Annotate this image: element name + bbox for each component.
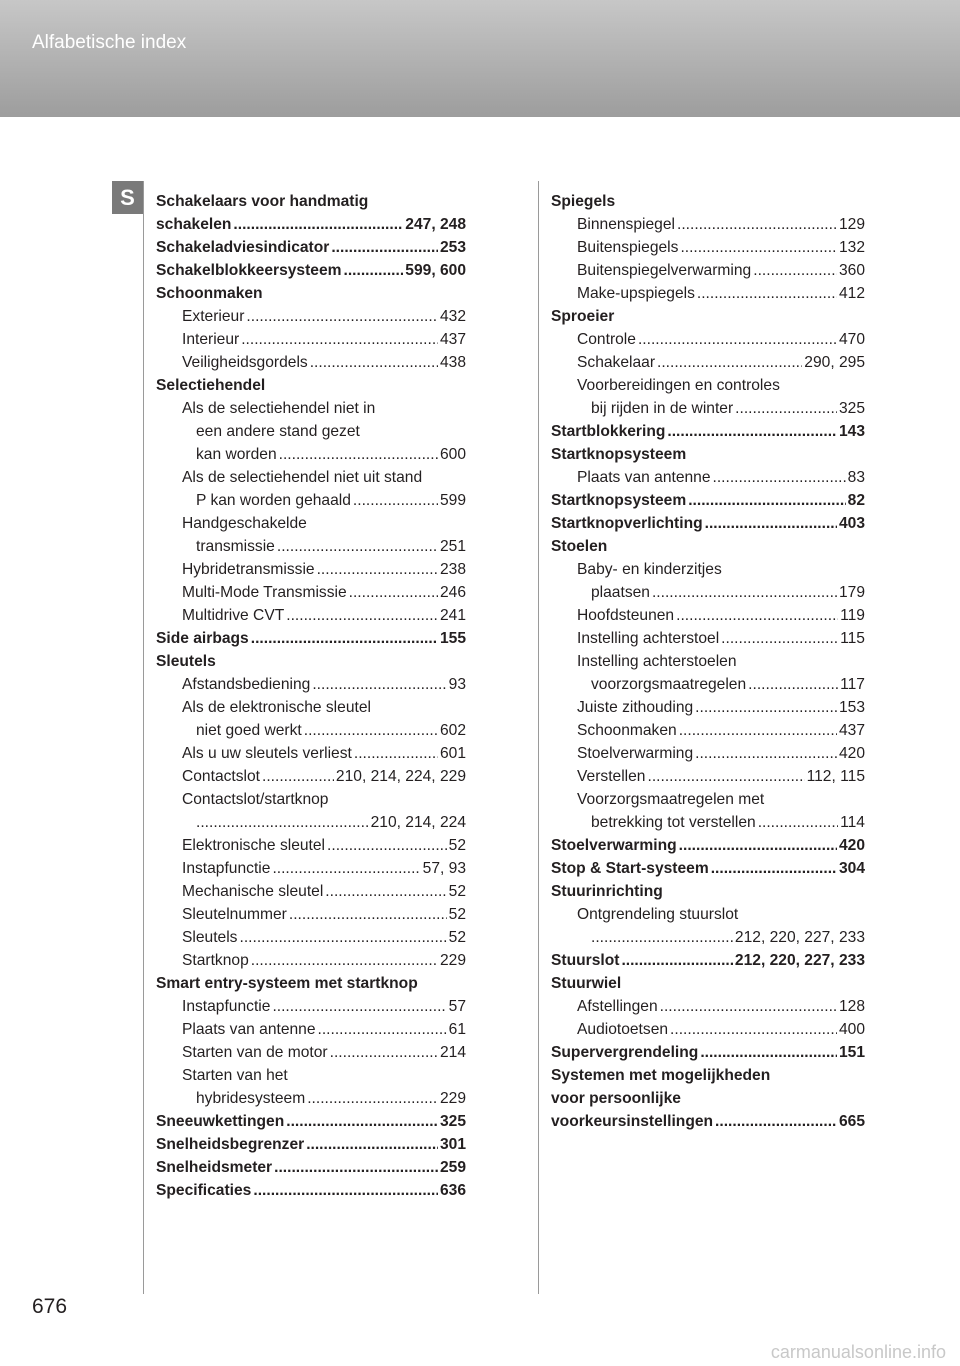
entry-text: Instelling achterstoelen bbox=[577, 653, 737, 670]
page-reference: 325 bbox=[838, 400, 865, 417]
index-subentry bbox=[156, 397, 466, 466]
index-entry bbox=[551, 880, 865, 903]
page-reference: 52 bbox=[448, 906, 466, 923]
entry-text: Als de selectiehendel niet in bbox=[182, 400, 376, 417]
entry-text: Hoofdsteunen bbox=[577, 607, 675, 624]
page-reference: 325 bbox=[439, 1113, 466, 1130]
page-reference: 229 bbox=[439, 1090, 466, 1107]
index-subentry bbox=[551, 627, 865, 650]
entry-text: Mechanische sleutel bbox=[182, 883, 324, 900]
index-subentry bbox=[551, 282, 865, 305]
leader-dots bbox=[735, 397, 837, 420]
entry-text: Stop & Start-systeem bbox=[551, 860, 709, 877]
entry-text: Verstellen bbox=[577, 768, 646, 785]
index-subentry bbox=[156, 696, 466, 742]
leader-dots bbox=[638, 328, 837, 351]
page-reference: 259 bbox=[439, 1159, 466, 1176]
leader-dots bbox=[272, 995, 446, 1018]
index-subentry bbox=[551, 765, 865, 788]
page-reference: 128 bbox=[838, 998, 865, 1015]
index-subentry bbox=[156, 1064, 466, 1110]
page-reference: 602 bbox=[439, 722, 466, 739]
leader-dots bbox=[312, 673, 446, 696]
leader-dots bbox=[677, 213, 837, 236]
entry-text: kan worden bbox=[196, 446, 277, 463]
leader-dots bbox=[695, 742, 837, 765]
entry-text: Interieur bbox=[182, 331, 240, 348]
index-subentry bbox=[156, 995, 466, 1018]
index-column-left bbox=[156, 190, 466, 1202]
index-entry bbox=[551, 305, 865, 328]
leader-dots bbox=[306, 1133, 438, 1156]
entry-text: Side airbags bbox=[156, 630, 249, 647]
leader-dots bbox=[253, 1179, 438, 1202]
page-reference: 212, 220, 227, 233 bbox=[734, 952, 865, 969]
page-reference: 155 bbox=[439, 630, 466, 647]
leader-dots bbox=[196, 811, 369, 834]
leader-dots bbox=[318, 1018, 447, 1041]
index-entry bbox=[156, 650, 466, 673]
entry-text: Snelheidsmeter bbox=[156, 1159, 273, 1176]
index-entry bbox=[156, 190, 466, 236]
entry-text: Sleutelnummer bbox=[182, 906, 287, 923]
entry-text: Als de elektronische sleutel bbox=[182, 699, 371, 716]
leader-dots bbox=[251, 949, 438, 972]
index-entry bbox=[156, 282, 466, 305]
index-entry bbox=[156, 627, 466, 650]
index-subentry bbox=[551, 236, 865, 259]
entry-text: Contactslot/startknop bbox=[182, 791, 329, 808]
leader-dots bbox=[591, 926, 733, 949]
entry-text: Schakelblokkeersysteem bbox=[156, 262, 342, 279]
entry-text: Smart entry-systeem met startknop bbox=[156, 975, 418, 992]
index-entry bbox=[156, 1133, 466, 1156]
page-reference: 229 bbox=[439, 952, 466, 969]
entry-text: Schoonmaken bbox=[156, 285, 263, 302]
page-number: 676 bbox=[32, 1295, 68, 1318]
leader-dots bbox=[330, 1041, 438, 1064]
leader-dots bbox=[279, 443, 438, 466]
index-subentry bbox=[551, 719, 865, 742]
page-reference: 601 bbox=[439, 745, 466, 762]
page-reference: 214 bbox=[439, 1044, 466, 1061]
page-reference: 57 bbox=[448, 998, 466, 1015]
entry-text: Sproeier bbox=[551, 308, 615, 325]
entry-text: Selectiehendel bbox=[156, 377, 266, 394]
entry-text: Elektronische sleutel bbox=[182, 837, 326, 854]
page-reference: 151 bbox=[838, 1044, 865, 1061]
index-subentry bbox=[156, 949, 466, 972]
leader-dots bbox=[233, 213, 403, 236]
index-entry bbox=[551, 512, 865, 535]
page-reference: 420 bbox=[838, 745, 865, 762]
page-reference: 400 bbox=[838, 1021, 865, 1038]
page-reference: 143 bbox=[838, 423, 865, 440]
entry-text: Startknopsysteem bbox=[551, 446, 687, 463]
leader-dots bbox=[753, 259, 837, 282]
index-subentry bbox=[551, 466, 865, 489]
index-entry bbox=[551, 420, 865, 443]
leader-dots bbox=[289, 903, 447, 926]
page-reference: 153 bbox=[838, 699, 865, 716]
leader-dots bbox=[670, 1018, 837, 1041]
page-reference: 301 bbox=[439, 1136, 466, 1153]
leader-dots bbox=[713, 466, 846, 489]
index-subentry bbox=[156, 834, 466, 857]
index-subentry bbox=[156, 926, 466, 949]
section-title: Alfabetische index bbox=[32, 32, 187, 53]
index-entry bbox=[551, 857, 865, 880]
page-reference: 82 bbox=[847, 492, 865, 509]
leader-dots bbox=[688, 489, 845, 512]
entry-text: Systemen met mogelijkheden bbox=[551, 1067, 771, 1084]
index-subentry bbox=[551, 558, 865, 604]
page-reference: 93 bbox=[448, 676, 466, 693]
index-letter-tab: S bbox=[112, 181, 143, 214]
page-reference: 253 bbox=[439, 239, 466, 256]
entry-text: Stoelverwarming bbox=[577, 745, 694, 762]
page-reference: 599, 600 bbox=[405, 262, 466, 279]
index-subentry bbox=[156, 673, 466, 696]
entry-text: hybridesysteem bbox=[196, 1090, 306, 1107]
index-subentry bbox=[156, 765, 466, 788]
entry-text: voor persoonlijke bbox=[551, 1090, 681, 1107]
leader-dots bbox=[652, 581, 837, 604]
entry-text: Schakeladviesindicator bbox=[156, 239, 330, 256]
leader-dots bbox=[353, 489, 438, 512]
page-reference: 117 bbox=[840, 676, 865, 693]
entry-text: Controle bbox=[577, 331, 636, 348]
entry-text: Startknopverlichting bbox=[551, 515, 703, 532]
page-reference: 420 bbox=[838, 837, 865, 854]
leader-dots bbox=[304, 719, 438, 742]
page-reference: 290, 295 bbox=[804, 354, 865, 371]
index-subentry bbox=[156, 1041, 466, 1064]
index-entry bbox=[156, 1156, 466, 1179]
leader-dots bbox=[277, 535, 438, 558]
leader-dots bbox=[286, 1110, 438, 1133]
watermark: carmanualsonline.info bbox=[770, 1342, 946, 1362]
page-reference: 251 bbox=[439, 538, 466, 555]
entry-text: Specificaties bbox=[156, 1182, 252, 1199]
entry-text: Stoelen bbox=[551, 538, 608, 555]
index-subentry bbox=[551, 374, 865, 420]
entry-text: Hybridetransmissie bbox=[182, 561, 315, 578]
entry-text: Als u uw sleutels verliest bbox=[182, 745, 352, 762]
leader-dots bbox=[349, 581, 438, 604]
index-entry bbox=[156, 374, 466, 397]
entry-text: Buitenspiegelverwarming bbox=[577, 262, 752, 279]
entry-text: Exterieur bbox=[182, 308, 245, 325]
index-subentry bbox=[156, 328, 466, 351]
page-reference: 179 bbox=[838, 584, 865, 601]
index-subentry bbox=[551, 604, 865, 627]
entry-text: Als de selectiehendel niet uit stand bbox=[182, 469, 423, 486]
entry-text: Plaats van antenne bbox=[577, 469, 711, 486]
entry-text: Startknopsysteem bbox=[551, 492, 687, 509]
page-reference: 360 bbox=[838, 262, 865, 279]
index-subentry bbox=[551, 1018, 865, 1041]
index-entry bbox=[156, 1179, 466, 1202]
entry-text: Sleutels bbox=[156, 653, 216, 670]
index-subentry bbox=[156, 1018, 466, 1041]
page-reference: 57, 93 bbox=[422, 860, 466, 877]
entry-text: P kan worden gehaald bbox=[196, 492, 351, 509]
entry-text: Instelling achterstoel bbox=[577, 630, 720, 647]
index-entry bbox=[156, 972, 466, 995]
index-subentry bbox=[156, 512, 466, 558]
entry-text: Startblokkering bbox=[551, 423, 666, 440]
leader-dots bbox=[317, 558, 438, 581]
leader-dots bbox=[325, 880, 446, 903]
entry-text: Starten van de motor bbox=[182, 1044, 328, 1061]
entry-text: transmissie bbox=[196, 538, 275, 555]
page-reference: 119 bbox=[840, 607, 865, 624]
page-reference: 210, 214, 224 bbox=[370, 814, 466, 831]
entry-text: Schakelaars voor handmatig bbox=[156, 193, 369, 210]
entry-text: voorkeursinstellingen bbox=[551, 1113, 714, 1130]
index-subentry bbox=[156, 880, 466, 903]
entry-text: Spiegels bbox=[551, 193, 616, 210]
index-subentry bbox=[156, 742, 466, 765]
page-reference: 114 bbox=[840, 814, 865, 831]
entry-text: Afstandsbediening bbox=[182, 676, 311, 693]
index-entry bbox=[551, 1064, 865, 1133]
entry-text: plaatsen bbox=[591, 584, 650, 601]
index-subentry bbox=[551, 788, 865, 834]
leader-dots bbox=[721, 627, 838, 650]
page-header bbox=[0, 0, 960, 117]
leader-dots bbox=[272, 857, 420, 880]
page-reference: 52 bbox=[448, 837, 466, 854]
entry-text: niet goed werkt bbox=[196, 722, 302, 739]
page-reference: 247, 248 bbox=[405, 216, 466, 233]
leader-dots bbox=[286, 604, 438, 627]
entry-text: Handgeschakelde bbox=[182, 515, 307, 532]
entry-text: Baby- en kinderzitjes bbox=[577, 561, 722, 578]
page-reference: 61 bbox=[448, 1021, 466, 1038]
page-reference: 437 bbox=[439, 331, 466, 348]
index-entry bbox=[551, 489, 865, 512]
page-reference: 665 bbox=[838, 1113, 865, 1130]
page-reference: 432 bbox=[439, 308, 466, 325]
index-entry bbox=[551, 190, 865, 213]
leader-dots bbox=[667, 420, 837, 443]
index-entry bbox=[551, 834, 865, 857]
entry-text: Make-upspiegels bbox=[577, 285, 695, 302]
index-subentry bbox=[156, 857, 466, 880]
index-subentry bbox=[156, 903, 466, 926]
page-reference: 599 bbox=[439, 492, 466, 509]
leader-dots bbox=[715, 1110, 837, 1133]
index-entry bbox=[551, 535, 865, 558]
page-reference: 52 bbox=[448, 929, 466, 946]
index-subentry bbox=[551, 351, 865, 374]
page-reference: 437 bbox=[838, 722, 865, 739]
entry-text: Multidrive CVT bbox=[182, 607, 285, 624]
leader-dots bbox=[251, 627, 438, 650]
column-rule-left bbox=[143, 181, 144, 1294]
entry-text: Juiste zithouding bbox=[577, 699, 694, 716]
index-subentry bbox=[551, 995, 865, 1018]
leader-dots bbox=[307, 1087, 438, 1110]
page-reference: 241 bbox=[439, 607, 466, 624]
index-subentry bbox=[156, 466, 466, 512]
leader-dots bbox=[758, 811, 838, 834]
index-subentry bbox=[156, 581, 466, 604]
page-reference: 238 bbox=[439, 561, 466, 578]
page-reference: 52 bbox=[448, 883, 466, 900]
entry-text: Afstellingen bbox=[577, 998, 658, 1015]
index-subentry bbox=[551, 259, 865, 282]
entry-text: Supervergrendeling bbox=[551, 1044, 699, 1061]
index-entry bbox=[156, 236, 466, 259]
leader-dots bbox=[679, 719, 837, 742]
entry-text: Ontgrendeling stuurslot bbox=[577, 906, 739, 923]
entry-text: Schoonmaken bbox=[577, 722, 677, 739]
entry-text: Stuurwiel bbox=[551, 975, 622, 992]
entry-text: Binnenspiegel bbox=[577, 216, 675, 233]
entry-text: Plaats van antenne bbox=[182, 1021, 316, 1038]
entry-text: Voorbereidingen en controles bbox=[577, 377, 780, 394]
entry-text: Stuurinrichting bbox=[551, 883, 663, 900]
entry-text: een andere stand gezet bbox=[196, 423, 360, 440]
entry-text: Contactslot bbox=[182, 768, 261, 785]
leader-dots bbox=[331, 236, 438, 259]
entry-text: Startknop bbox=[182, 952, 249, 969]
entry-text: Instapfunctie bbox=[182, 998, 271, 1015]
leader-dots bbox=[647, 765, 804, 788]
page-reference: 129 bbox=[838, 216, 865, 233]
leader-dots bbox=[246, 305, 438, 328]
entry-text: Audiotoetsen bbox=[577, 1021, 669, 1038]
page-reference: 115 bbox=[840, 630, 865, 647]
index-entry bbox=[551, 949, 865, 972]
entry-text: betrekking tot verstellen bbox=[591, 814, 756, 831]
leader-dots bbox=[695, 696, 837, 719]
index-entry bbox=[551, 1041, 865, 1064]
page-reference: 470 bbox=[838, 331, 865, 348]
leader-dots bbox=[700, 1041, 837, 1064]
leader-dots bbox=[621, 949, 732, 972]
index-subentry bbox=[551, 328, 865, 351]
entry-text: Multi-Mode Transmissie bbox=[182, 584, 347, 601]
leader-dots bbox=[274, 1156, 438, 1179]
leader-dots bbox=[705, 512, 837, 535]
entry-text: Stoelverwarming bbox=[551, 837, 677, 854]
index-subentry bbox=[551, 213, 865, 236]
index-subentry bbox=[551, 903, 865, 949]
index-column-right bbox=[551, 190, 865, 1133]
index-subentry bbox=[156, 788, 466, 834]
page-reference: 412 bbox=[838, 285, 865, 302]
leader-dots bbox=[310, 351, 438, 374]
index-entry bbox=[156, 259, 466, 282]
index-subentry bbox=[156, 604, 466, 627]
leader-dots bbox=[657, 351, 802, 374]
column-rule-middle bbox=[538, 181, 539, 1294]
leader-dots bbox=[327, 834, 447, 857]
page-reference: 438 bbox=[439, 354, 466, 371]
index-subentry bbox=[156, 305, 466, 328]
entry-text: Sleutels bbox=[182, 929, 238, 946]
entry-text: Buitenspiegels bbox=[577, 239, 679, 256]
leader-dots bbox=[711, 857, 837, 880]
page-reference: 212, 220, 227, 233 bbox=[734, 929, 865, 946]
index-entry bbox=[551, 972, 865, 995]
page-reference: 403 bbox=[838, 515, 865, 532]
entry-text: bij rijden in de winter bbox=[591, 400, 734, 417]
index-subentry bbox=[551, 650, 865, 696]
entry-text: Voorzorgsmaatregelen met bbox=[577, 791, 765, 808]
index-subentry bbox=[551, 742, 865, 765]
entry-text: Snelheidsbegrenzer bbox=[156, 1136, 305, 1153]
leader-dots bbox=[660, 995, 837, 1018]
index-subentry bbox=[156, 351, 466, 374]
page-reference: 112, 115 bbox=[806, 768, 865, 785]
page-reference: 304 bbox=[838, 860, 865, 877]
index-subentry bbox=[551, 696, 865, 719]
entry-text: Stuurslot bbox=[551, 952, 620, 969]
index-entry bbox=[156, 1110, 466, 1133]
leader-dots bbox=[676, 604, 838, 627]
entry-text: Starten van het bbox=[182, 1067, 288, 1084]
entry-text: Sneeuwkettingen bbox=[156, 1113, 285, 1130]
page-reference: 210, 214, 224, 229 bbox=[335, 768, 466, 785]
index-entry bbox=[551, 443, 865, 466]
entry-text: Instapfunctie bbox=[182, 860, 271, 877]
leader-dots bbox=[680, 236, 837, 259]
leader-dots bbox=[344, 259, 404, 282]
leader-dots bbox=[697, 282, 837, 305]
page-reference: 636 bbox=[439, 1182, 466, 1199]
leader-dots bbox=[748, 673, 838, 696]
leader-dots bbox=[679, 834, 837, 857]
entry-text: schakelen bbox=[156, 216, 232, 233]
entry-text: voorzorgsmaatregelen bbox=[591, 676, 747, 693]
page-reference: 132 bbox=[838, 239, 865, 256]
leader-dots bbox=[262, 765, 334, 788]
leader-dots bbox=[354, 742, 438, 765]
index-subentry bbox=[156, 558, 466, 581]
page-reference: 83 bbox=[847, 469, 865, 486]
page-reference: 600 bbox=[439, 446, 466, 463]
leader-dots bbox=[239, 926, 446, 949]
entry-text: Veiligheidsgordels bbox=[182, 354, 308, 371]
page-reference: 246 bbox=[439, 584, 466, 601]
leader-dots bbox=[241, 328, 438, 351]
entry-text: Schakelaar bbox=[577, 354, 656, 371]
